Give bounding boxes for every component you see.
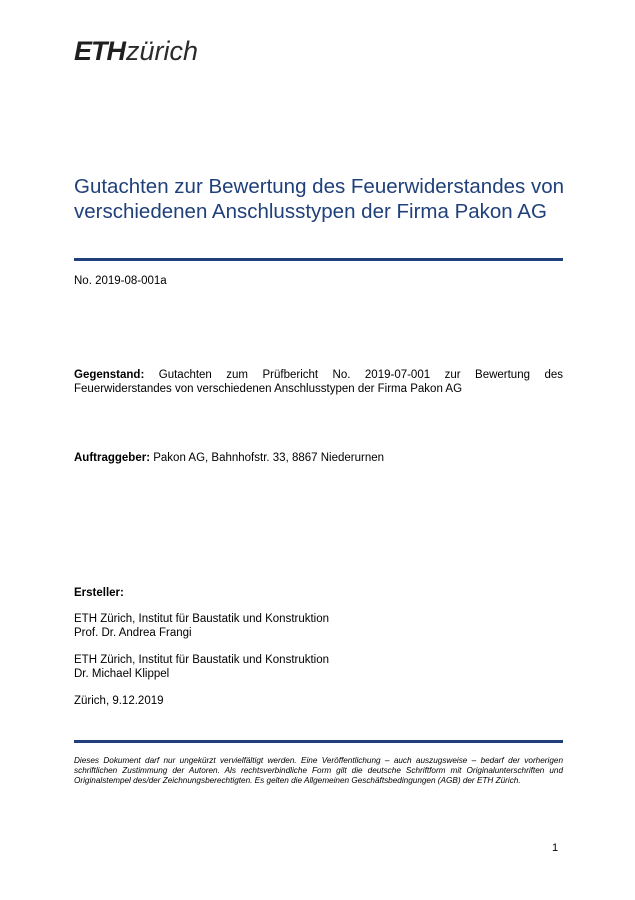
footer-divider	[74, 740, 563, 743]
place-date: Zürich, 9.12.2019	[74, 695, 164, 707]
authors-heading: Ersteller:	[74, 587, 124, 599]
logo-eth-text: ETH	[74, 36, 125, 66]
author-2-institution: ETH Zürich, Institut für Baustatik und Konstruktion	[74, 654, 330, 666]
subject-label: Gegenstand:	[74, 369, 145, 381]
logo-zurich-text: zürich	[126, 36, 199, 66]
subject-paragraph	[74, 368, 563, 396]
author-1-name: Prof. Dr. Andrea Frangi	[74, 627, 192, 639]
page-number: 1	[552, 842, 559, 854]
eth-zurich-logo	[74, 36, 198, 68]
disclaimer-text: Dieses Dokument darf nur ungekürzt vervielfältigt werden. Eine Veröffentlichung – auch auszugsweise – bedarf der vorherigen schriftlichen Zustimmung der Autoren. Als rechtsverbindliche Form gilt die deutsche Schriftform mit Originalunterschriften und Originalstempel des/der Zeichnungsberechtigten. Es gelten die Allgemeinen Geschäftsbedingungen (AGB) der ETH Zürich.	[74, 756, 563, 785]
client-label: Auftraggeber:	[74, 452, 151, 464]
client-text: Pakon AG, Bahnhofstr. 33, 8867 Niederurnen	[153, 452, 385, 464]
document-title: Gutachten zur Bewertung des Feuerwiderstandes von verschiedenen Anschlusstypen der Firma Pakon AG	[74, 175, 564, 223]
author-1-institution: ETH Zürich, Institut für Baustatik und Konstruktion	[74, 613, 330, 625]
subject-text: Gutachten zum Prüfbericht No. 2019-07-001 zur Bewertung des Feuerwiderstandes von verschiedenen Anschlusstypen der Firma Pakon AG	[74, 369, 563, 395]
title-divider	[74, 258, 563, 261]
document-number: No. 2019-08-001a	[74, 275, 167, 287]
author-2-name: Dr. Michael Klippel	[74, 668, 170, 680]
client-line	[74, 451, 384, 465]
